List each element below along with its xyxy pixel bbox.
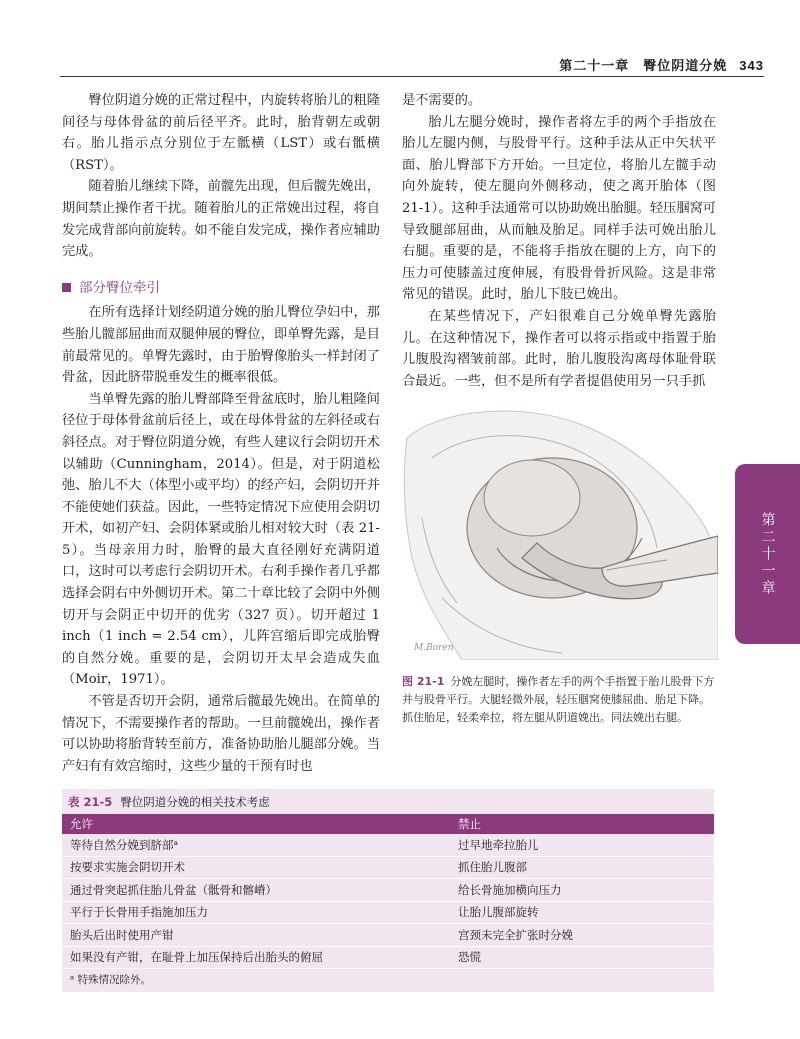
right-column [402,90,716,392]
paragraph: 当单臀先露的胎儿臀部降至骨盆底时，胎儿粗隆间径位于母体骨盆前后径上，或在母体骨盆的左斜径或右斜径点。对于臀位阴道分娩，有些人建议行会阴切开术以辅助（Cunningham，2014）。但是，对于阴道松弛、胎儿不大（体型小或平均）的经产妇，会阴切开并不能使她们获益。因此，一些特定情况下应使用会阴切开术，如初产妇、会阴体紧或胎儿相对较大时（表 21-5）。当母亲用力时，胎臀的最大直径刚好充满阴道口，这时可以考虑行会阴切开术。右利手操作者几乎都选择会阴右中外侧切开术。第二十章比较了会阴中外侧切开与会阴正中切开的优劣（327 页）。切开超过 1 inch（1 inch = 2.54 cm），儿阵宫缩后即完成胎臀的自然分娩。重要的是，会阴切开太早会造成失血（Moir，1971）。 [62,391,380,688]
table-row [62,924,714,947]
chapter-side-tab-text: 第二十一章 [759,511,776,597]
table-row [62,902,714,925]
table-row [62,947,714,970]
table-cell: 等待自然分娩到脐部ᵃ [70,837,179,852]
paragraph: 是不需要的。 [402,93,482,108]
table-row [62,834,714,857]
table-header-forbidden: 禁止 [458,817,481,831]
figure-caption [402,673,718,727]
paragraph: 不管是否切开会阴，通常后髋最先娩出。在简单的情况下，不需要操作者的帮助。一旦前髋娩出，操作者可以协助将胎背转至前方，准备协助胎儿腿部分娩。当产妇有有效宫缩时，这些少量的干预有时也 [62,694,380,774]
table-cell: 过早地牵拉胎儿 [458,837,539,852]
page-number: 343 [739,58,764,73]
table-cell: 抓住胎儿腹部 [458,860,527,875]
table-label: 表 21-5 [68,795,113,809]
table-cell: 宫颈未完全扩张时分娩 [458,927,573,942]
figure-caption-text: 分娩左腿时，操作者左手的两个手指置于胎儿股骨下方并与股骨平行。大腿轻微外展，轻压腘窝使膝屈曲、胎足下降。抓住胎足，轻柔牵拉，将左腿从阴道娩出。同法娩出右腿。 [402,675,715,724]
figure-illustration [402,398,718,660]
table-cell: 如果没有产钳，在耻骨上加压保持后出胎头的俯屈 [70,950,323,965]
left-column [62,90,380,777]
table-header-allowed: 允许 [70,817,93,831]
illustrator-signature: M.Boren [414,643,454,653]
section-heading-text: 部分臀位牵引 [79,279,160,295]
table-row [62,879,714,902]
chapter-side-tab [735,464,800,644]
paragraph: 胎儿左腿分娩时，操作者将左手的两个手指放在胎儿左腿内侧，与股骨平行。这种手法从正中矢状平面、胎儿臀部下方开始。一旦定位，将胎儿左髋手动向外旋转，使左腿向外侧移动，使之离开胎体（图 21-1）。这种手法通常可以协助娩出胎腿。轻压腘窝可导致腿部屈曲，从而触及胎足。同样手法可娩出胎儿右腿。重要的是，不能将手指放在腿的上方，向下的压力可使膝盖过度伸展，有股骨骨折风险。这是非常常见的错误。此时，胎儿下肢已娩出。 [402,114,716,303]
table-title [62,789,714,814]
figure-label: 图 21-1 [402,675,445,688]
table-cell: 按要求实施会阴切开术 [70,860,185,875]
table-cell: 恐慌 [458,950,481,965]
running-header [545,55,764,74]
breech-delivery-illustration [402,398,718,660]
table-cell: 通过骨突起抓住胎儿骨盆（骶骨和髂嵴） [70,882,277,897]
table-21-5 [62,789,714,992]
section-heading [62,277,380,299]
paragraph: 随着胎儿继续下降，前髋先出现，但后髋先娩出，期间禁止操作者干扰。随着胎儿的正常娩出过程，将自发完成背部向前旋转。如不能自发完成，操作者应辅助完成。 [62,179,380,260]
table-footnote: ᵃ 特殊情况除外。 [70,974,151,986]
paragraph: 在某些情况下，产妇很难自己分娩单臀先露胎儿。在这种情况下，操作者可以将示指或中指置于胎儿腹股沟褶皱前部。此时，胎儿腹股沟离母体耻骨联合最近。一些，但不是所有学者提倡使用另一只手抓 [402,308,716,389]
table-header-row [62,814,714,834]
table-cell: 平行于长骨用手指施加压力 [70,905,208,920]
table-cell: 让胎儿腹部旋转 [458,905,539,920]
paragraph: 臀位阴道分娩的正常过程中，内旋转将胎儿的粗隆间径与母体骨盆的前后径平齐。此时，胎背朝左或朝右。胎儿指示点分别位于左骶横（LST）或右骶横（RST）。 [62,93,380,173]
chapter-title: 第二十一章 臀位阴道分娩 [559,59,728,74]
header-rule [60,76,764,77]
table-row [62,857,714,880]
section-square-icon [62,283,71,292]
table-cell: 胎头后出时使用产钳 [70,927,174,942]
table-title-text: 臀位阴道分娩的相关技术考虑 [120,795,270,809]
paragraph: 在所有选择计划经阴道分娩的胎儿臀位孕妇中，那些胎儿髋部屈曲而双腿伸展的臀位，即单臀先露，是目前最常见的。单臀先露时，由于胎臀像胎头一样封闭了骨盆，因此脐带脱垂发生的概率很低。 [62,305,380,386]
table-cell: 给长骨施加横向压力 [458,882,562,897]
